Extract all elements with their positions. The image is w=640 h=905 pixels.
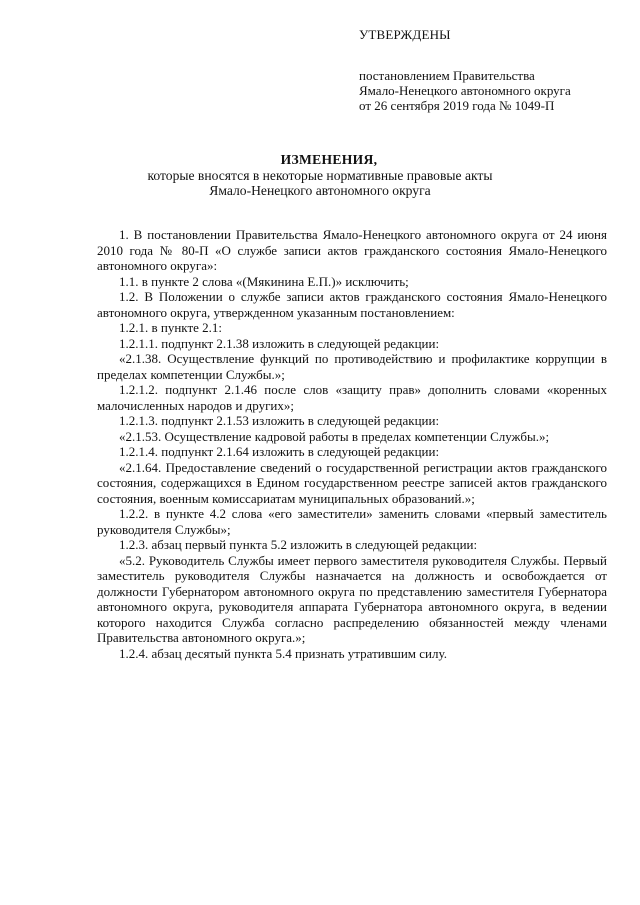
paragraph: 1. В постановлении Правительства Ямало-Ненецкого автономного округа от 24 июня 2010 года № 80-П «О службе записи актов гражданского состояния Ямало-Ненецкого автономного округа»: <box>97 227 607 273</box>
paragraph: 1.2.3. абзац первый пункта 5.2 изложить в следующей редакции: <box>119 537 478 552</box>
paragraph: 1.2.2. в пункте 4.2 слова «его заместители» заменить словами «первый заместитель руководителя Службы»; <box>97 506 607 537</box>
paragraph: 1.2.1.3. подпункт 2.1.53 изложить в следующей редакции: <box>119 413 440 428</box>
paragraph: 1.2.1. в пункте 2.1: <box>119 320 223 335</box>
title-subtitle: Ямало-Ненецкого автономного округа <box>209 183 431 198</box>
paragraph: 1.2.1.2. подпункт 2.1.46 после слов «защиту прав» дополнить словами «коренных малочисленных народов и других»; <box>97 382 607 413</box>
title-main: ИЗМЕНЕНИЯ, <box>280 152 378 167</box>
approval-line: от 26 сентября 2019 года № 1049-П <box>359 98 555 113</box>
paragraph: «2.1.64. Предоставление сведений о государственной регистрации актов гражданского состояния, содержащихся в Едином государственном реестре записей актов гражданского состояния, военным комиссариатам муниципальных образований.»; <box>97 459 607 506</box>
document-body <box>97 227 607 661</box>
approval-heading: УТВЕРЖДЕНЫ <box>359 27 451 42</box>
paragraph: 1.2.4. абзац десятый пункта 5.4 признать утратившим силу. <box>119 645 447 661</box>
paragraph: «5.2. Руководитель Службы имеет первого заместителя руководителя Службы. Первый заместитель руководителя Службы назначается на должность и освобождается от должности Губернатором автономного округа по представлению заместителя Губернатора автономного округа, руководителя аппарата Губернатора автономного округа, в ведении которого находится Служба согласно распределению обязанностей между членами Правительства автономного округа.»; <box>97 552 607 645</box>
paragraph: «2.1.38. Осуществление функций по противодействию и профилактике коррупции в пределах компетенции Службы.»; <box>97 351 607 382</box>
paragraph: 1.2.1.4. подпункт 2.1.64 изложить в следующей редакции: <box>119 444 440 459</box>
document-title <box>0 152 640 199</box>
paragraph: 1.2.1.1. подпункт 2.1.38 изложить в следующей редакции: <box>119 335 440 351</box>
approval-line: постановлением Правительства <box>359 68 535 83</box>
paragraph: 1.2. В Положении о службе записи актов гражданского состояния Ямало-Ненецкого автономного округа, утвержденном указанным постановлением: <box>97 289 607 320</box>
title-subtitle: которые вносятся в некоторые нормативные правовые акты <box>147 167 493 183</box>
paragraph: 1.1. в пункте 2 слова «(Мякинина Е.П.)» исключить; <box>119 273 409 289</box>
paragraph: «2.1.53. Осуществление кадровой работы в пределах компетенции Службы.»; <box>119 428 550 444</box>
approval-block <box>359 27 619 113</box>
approval-line: Ямало-Ненецкого автономного округа <box>359 83 571 98</box>
